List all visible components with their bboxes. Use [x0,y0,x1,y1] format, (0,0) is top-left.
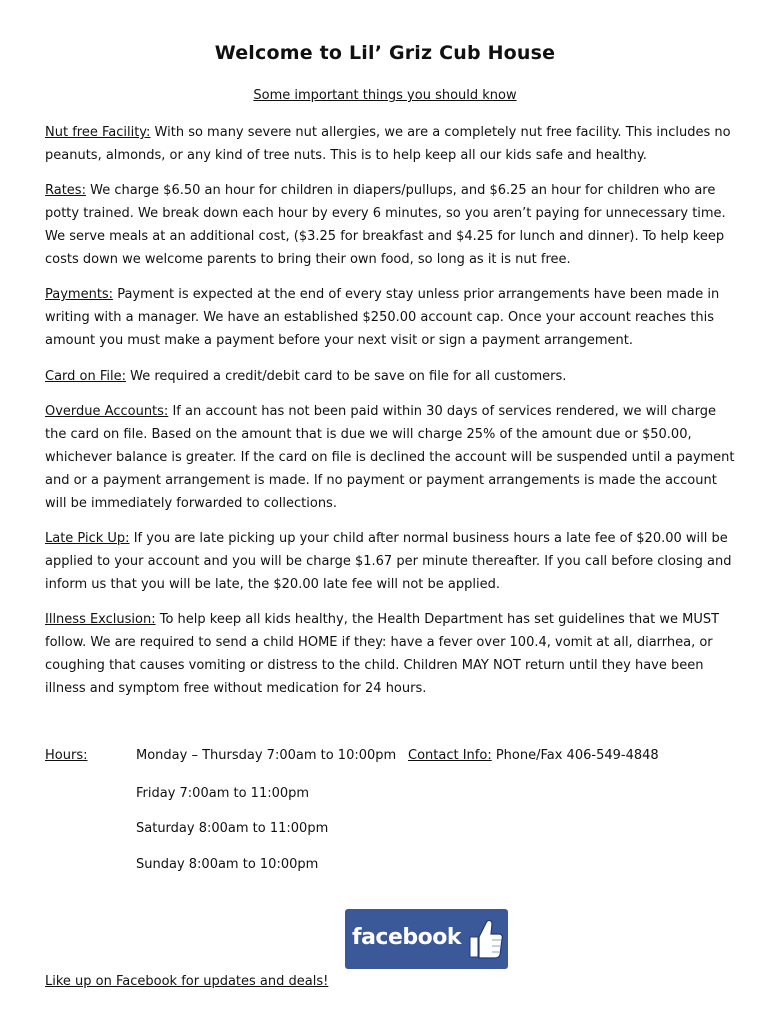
hours-line: Sunday 8:00am to 10:00pm [136,857,319,872]
section-heading: Overdue Accounts: [45,404,169,419]
section-heading: Payments: [45,287,114,302]
section-payments [45,283,735,352]
facebook-logo[interactable] [345,909,508,969]
facebook-footer-link[interactable]: Like up on Facebook for updates and deals! [45,974,329,989]
section-illness-exclusion [45,608,735,700]
contact-label: Contact Info: [408,748,492,763]
hours-line: Friday 7:00am to 11:00pm [136,786,310,801]
section-overdue-accounts [45,400,735,515]
page-subtitle: Some important things you should know [253,88,517,103]
hours-line: Saturday 8:00am to 11:00pm [136,821,329,836]
section-heading: Card on File: [45,369,127,384]
section-late-pick-up [45,527,735,596]
section-nut-free [45,121,735,167]
section-heading: Nut free Facility: [45,125,151,140]
section-text: We charge $6.50 an hour for children in diapers/pullups, and $6.25 an hour for children who are potty trained. We break down each hour by every 6 minutes, so you aren’t paying for unnecessary time. We serve meals at an additional cost, ($3.25 for breakfast and $4.25 for lunch and dinner). To help keep costs down we welcome parents to bring their own food, so long as it is nut free. [45,183,726,267]
section-text: If you are late picking up your child after normal business hours a late fee of $20.00 will be applied to your account and you will be charge $1.67 per minute thereafter. If you call before closing and inform us that you will be late, the $20.00 late fee will not be applied. [45,531,732,592]
hours-label: Hours: [45,748,88,763]
section-heading: Illness Exclusion: [45,612,156,627]
contact-phone: Phone/Fax 406-549-4848 [491,748,659,763]
thumbs-up-icon [467,915,503,965]
section-text: With so many severe nut allergies, we are a completely nut free facility. This includes no peanuts, almonds, or any kind of tree nuts. This is to help keep all our kids safe and healthy. [45,125,731,163]
facebook-logo-text: facebook [352,925,461,950]
section-text: Payment is expected at the end of every stay unless prior arrangements have been made in writing with a manager. We have an established $250.00 account cap. Once your account reaches this amount you must make a payment before your next visit or sign a payment arrangement. [45,287,720,348]
section-card-on-file [45,365,735,388]
hours-line: Monday – Thursday 7:00am to 10:00pm [136,748,397,763]
section-rates [45,179,735,271]
page-title: Welcome to Lil’ Griz Cub House [214,42,556,64]
section-text: We required a credit/debit card to be save on file for all customers. [126,369,567,384]
section-text: If an account has not been paid within 30 days of services rendered, we will charge the card on file. Based on the amount that is due we will charge 25% of the amount due or $50.00, whichever balance is greater. If the card on file is declined the account will be suspended until a payment and or a payment arrangement is made. If no payment or payment arrangements is made the account will be immediately forwarded to collections. [45,404,735,511]
contact-info [408,748,659,763]
section-heading: Rates: [45,183,86,198]
section-text: To help keep all kids healthy, the Health Department has set guidelines that we MUST follow. We are required to send a child HOME if they: have a fever over 100.4, vomit at all, diarrhea, or coughing that causes vomiting or distress to the child. Children MAY NOT return until they have been illness and symptom free without medication for 24 hours. [45,612,720,696]
section-heading: Late Pick Up: [45,531,130,546]
